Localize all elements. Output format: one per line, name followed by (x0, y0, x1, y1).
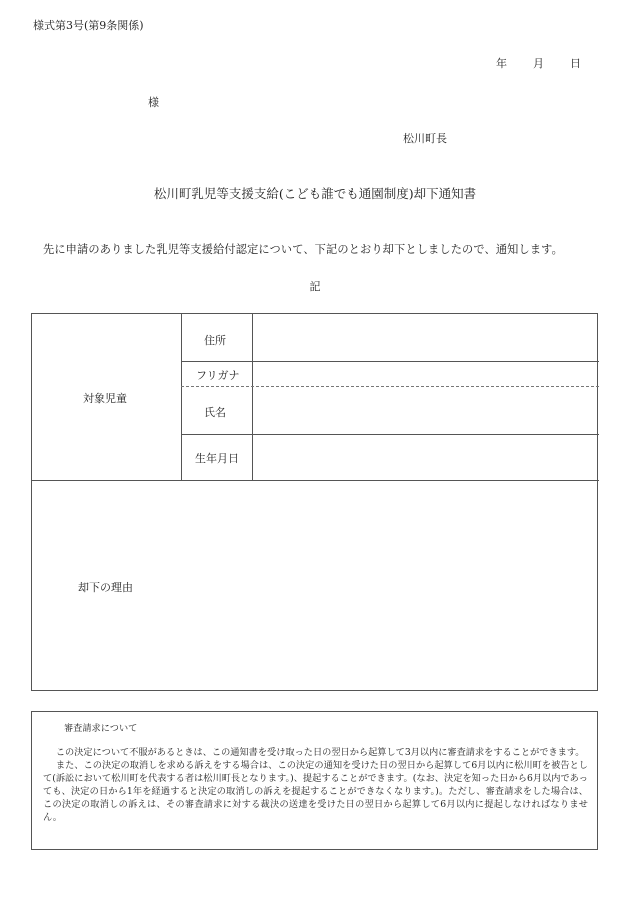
date-line (496, 55, 581, 71)
sender-name: 松川町長 (403, 132, 447, 145)
child-info-table (31, 313, 598, 691)
address-label: 住所 (204, 334, 226, 347)
rejection-reason-label: 却下の理由 (78, 581, 133, 594)
date-month-label: 月 (533, 57, 544, 70)
birthdate-label: 生年月日 (195, 452, 239, 465)
divider-address (181, 361, 599, 362)
lead-text: 先に申請のありました乳児等支援給付認定について、下記のとおり却下としましたので、通知します。 (43, 243, 563, 256)
appeal-paragraph-2: また、この決定の取消しを求める訴えをする場合は、この決定の通知を受けた日の翌日から起算して6月以内に松川町を被告として(訴訟において松川町を代表する者は松川町長となります。)、提起することができます。(なお、決定を知った日から6月以内であっても、決定の日から1年を経過すると決定の取消しの訴えを提起することができなくなります。)。ただし、審査請求をした場合は、この決定の取消しの訴えは、その審査請求に対する裁決の送達を受けた日の翌日から起算して6月以内に提起しなければなりません。 (43, 760, 588, 823)
divider-vertical-label (252, 314, 253, 480)
appeal-notice-box (31, 711, 598, 850)
divider-vertical-group (181, 314, 182, 480)
form-number: 様式第3号(第9条関係) (33, 19, 144, 32)
furigana-label: フリガナ (196, 369, 240, 382)
ki-heading: 記 (309, 280, 321, 293)
divider-furigana-dashed (181, 386, 599, 387)
name-label: 氏名 (204, 406, 226, 419)
date-day-label: 日 (570, 57, 581, 70)
divider-reason (32, 480, 599, 481)
appeal-paragraph-1: この決定について不服があるときは、この通知書を受け取った日の翌日から起算して3月以内に審査請求をすることができます。 (55, 747, 585, 758)
document-title: 松川町乳児等支援支給(こども誰でも通園制度)却下通知書 (153, 186, 477, 201)
appeal-body (43, 746, 588, 824)
target-child-label: 対象児童 (83, 392, 127, 405)
appeal-heading: 審査請求について (64, 723, 138, 734)
date-year-label: 年 (496, 57, 507, 70)
recipient-suffix: 様 (148, 96, 159, 109)
divider-name (181, 434, 599, 435)
